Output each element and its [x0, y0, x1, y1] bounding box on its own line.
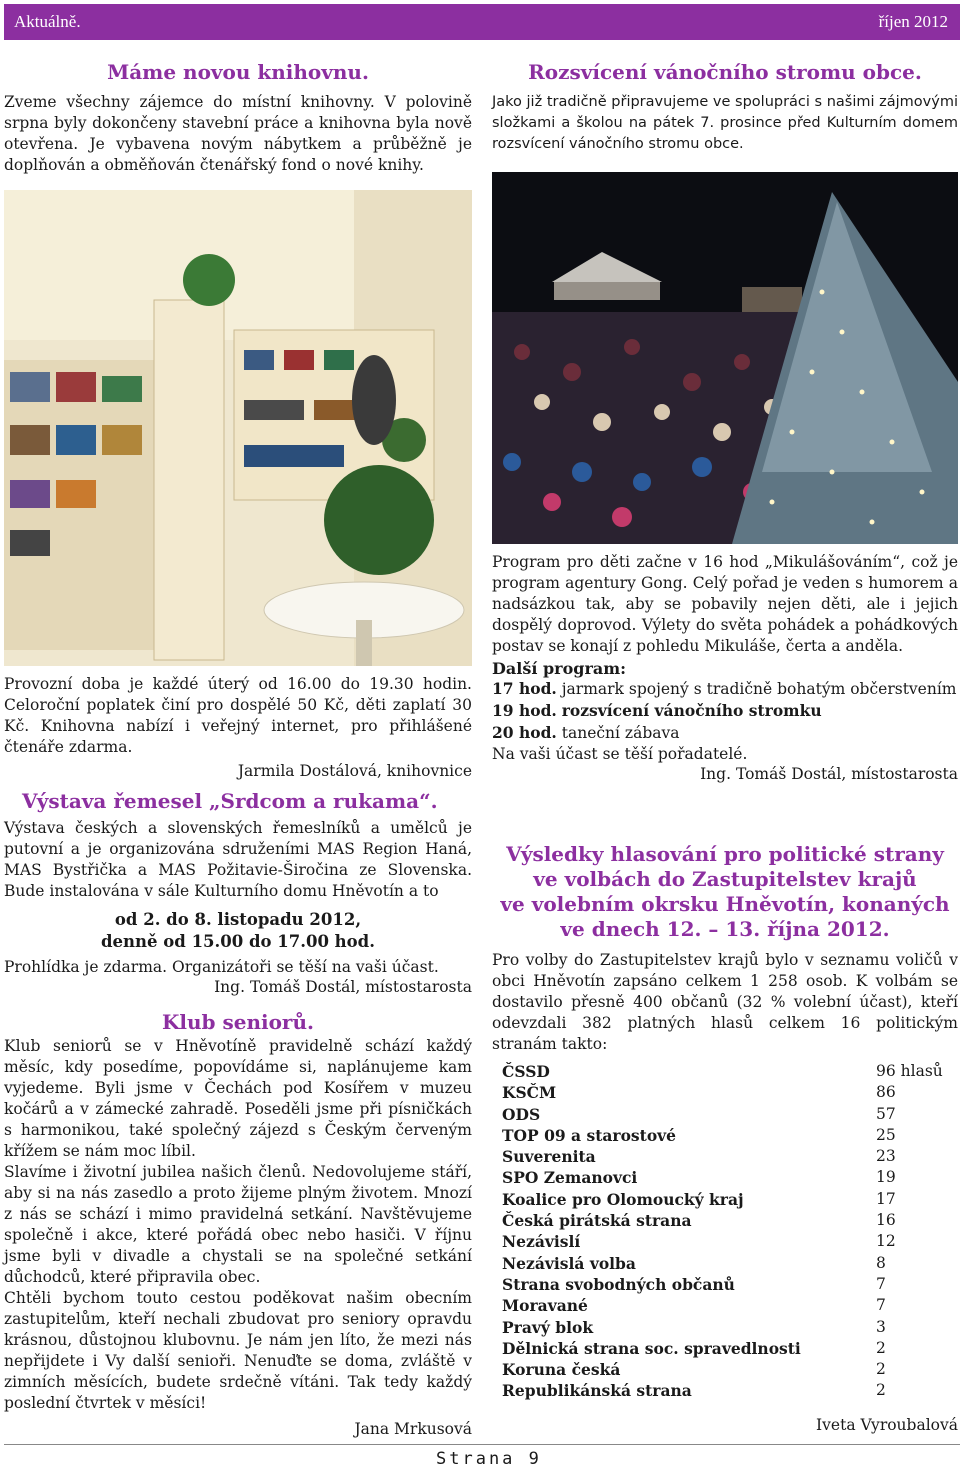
tree-title: Rozsvícení vánočního stromu obce.	[528, 60, 922, 84]
seniors-p3: Chtěli bychom touto cestou poděkovat našim obecním zastupitelům, kteří nechali zbudovat pro seniory opravdu krásnou, důstojnou klubovnu. Je nám jen líto, že mezi nás nepřijdete i Vy další senioři. Nenuďte se doma, zvláště v zimních měsících, budete srdečně vítáni. Tak tedy každý poslední čtvrtek v měsíci!	[4, 1289, 472, 1412]
library-intro: Zveme všechny zájemce do místní knihovny. V polovině srpna byly dokončeny stavební práce a knihovna byla nově otevřena. Je vybavena novým nábytkem a průběžně je doplňován a obměňován čtenářský fond o nové knihy.	[4, 93, 472, 174]
election-text: Pro volby do Zastupitelstev krajů bylo v seznamu voličů v obci Hněvotín zapsáno celkem 1 258 osob. K volbám se dostavilo přesně 400 občanů (32 % volební účast), kteří odevzdali 382 platných hlasů celkem 16 politickým stranám takto:	[492, 951, 958, 1053]
table-row: ČSSD 96 hlasů	[502, 1062, 943, 1081]
table-row: Suverenita 23	[502, 1147, 896, 1167]
exhibition-text: Výstava českých a slovenských řemeslníků a umělců je putovní a je organizována sdruženími MAS Region Haná, MAS Bystřička a MAS Požitavie-Širočina ze Slovenska. Bude instalována v sále Kulturního domu Hněvotín a to	[4, 819, 472, 900]
library-hours: Provozní doba je každé úterý od 16.00 do 19.30 hodin. Celoroční poplatek činí pro dospělé 50 Kč, děti zaplatí 30 Kč. Knihovna nabízí i veřejný internet, pro přihlášené čtenáře zdarma.	[4, 675, 472, 756]
election-title-3: ve volebním okrsku Hněvotín, konaných	[500, 892, 950, 916]
tree-intro: Jako již tradičně připravujeme ve spolupráci s našimi zájmovými složkami a školou na pátek 7. prosince před Kulturním domem rozsvícení vánočního stromu obce.	[492, 94, 958, 152]
table-row: Moravané 7	[502, 1296, 886, 1316]
table-row: Koalice pro Olomoucký kraj 17	[502, 1189, 896, 1209]
table-row: ODS 57	[502, 1104, 896, 1124]
seniors-p1: Klub seniorů se v Hněvotíně pravidelně schází každý měsíc, kdy posedíme, popovídáme si, naplánujeme kam vyjedeme. Byli jsme v Čechách pod Kosířem v muzeu kočárů a v zámecké zahradě. Poseděli jsme při písničkách s harmonikou, také společný zájezd s Českým červeným křížem se nám moc líbil.	[4, 1037, 472, 1160]
tree-closing: Na vaši účast se těší pořadatelé.	[492, 745, 748, 763]
page-header	[4, 4, 960, 40]
tree-item1-time: 17 hod.	[492, 679, 557, 698]
exhibition-title: Výstava řemesel „Srdcom a rukama“.	[22, 789, 438, 813]
library-hours-section	[4, 674, 472, 780]
election-signature: Iveta Vyroubalová	[816, 1416, 958, 1434]
results-table	[492, 1062, 958, 1407]
election-title-1: Výsledky hlasování pro politické strany	[506, 842, 944, 866]
seniors-article	[4, 1010, 472, 1438]
tree-item3-time: 20 hod.	[492, 723, 557, 742]
seniors-title: Klub seniorů.	[162, 1010, 314, 1034]
table-row: Nezávislá volba 8	[502, 1253, 886, 1273]
exhibition-signature: Ing. Tomáš Dostál, místostarosta	[214, 978, 472, 996]
tree-item1-text: jarmark spojený s tradičně bohatým občerstvením	[561, 680, 957, 698]
election-title-2: ve volbách do Zastupitelstev krajů	[533, 867, 917, 891]
tree-program: Program pro děti začne v 16 hod „Mikulášováním“, což je program agentury Gong. Celý pořad je veden s humorem a nadsázkou tak, aby se pobavily nejen děti, ale i jejich dospělý doprovod. Výlety do světa pohádek a pohádkových postav se konají z pohledu Mikuláše, čerta a anděla.	[492, 553, 958, 655]
tree-item3-text: taneční zábava	[561, 724, 680, 742]
tree-article	[492, 60, 958, 155]
library-title: Máme novou knihovnu.	[107, 60, 369, 84]
seniors-signature: Jana Mrkusová	[354, 1420, 472, 1438]
table-row: Česká pirátská strana 16	[502, 1211, 896, 1231]
footer-divider	[4, 1444, 960, 1445]
table-row: Koruna česká 2	[502, 1360, 886, 1380]
tree-more-label: Další program:	[492, 659, 627, 678]
seniors-p2: Slavíme i životní jubilea našich členů. Nedovolujeme stáří, aby si na nás zasedlo a proto žijeme plným životem. Mnozí z nás se schází i mimo pravidelná setkání. Navštěvujeme společně i akce, které pořádá obec nebo hasiči. V říjnu jsme byli v divadle a chystali se na společné setkání důchodců, které připravila obec.	[4, 1163, 472, 1286]
exhibition-dates-2: denně od 15.00 do 17.00 hod.	[101, 932, 375, 951]
tree-signature: Ing. Tomáš Dostál, místostarosta	[700, 765, 958, 783]
table-row: Dělnická strana soc. spravedlnosti 2	[502, 1338, 886, 1358]
header-section: Aktuálně.	[14, 12, 81, 31]
library-article	[4, 60, 472, 176]
library-photo	[4, 190, 472, 666]
tree-item2-time: 19 hod.	[492, 701, 557, 720]
tree-photo	[492, 172, 958, 544]
table-row: TOP 09 a starostové 25	[502, 1125, 896, 1145]
election-title-4: ve dnech 12. – 13. října 2012.	[560, 917, 890, 941]
table-row: Republikánská strana 2	[502, 1381, 886, 1401]
tree-item2-text: rozsvícení vánočního stromku	[561, 701, 822, 720]
page-number: Strana 9	[436, 1449, 542, 1469]
table-row: Nezávislí 12	[502, 1232, 896, 1252]
table-row: SPO Zemanovci 19	[502, 1168, 896, 1188]
exhibition-article	[4, 789, 472, 996]
election-article	[492, 842, 958, 1055]
library-signature: Jarmila Dostálová, knihovnice	[237, 762, 472, 780]
table-row: KSČM 86	[502, 1083, 896, 1103]
table-row: Pravý blok 3	[502, 1317, 886, 1337]
exhibition-closing: Prohlídka je zdarma. Organizátoři se těší na vaši účast.	[4, 958, 439, 976]
table-row: Strana svobodných občanů 7	[502, 1274, 886, 1294]
header-date: říjen 2012	[878, 12, 948, 31]
tree-program-section	[492, 552, 958, 783]
exhibition-dates-1: od 2. do 8. listopadu 2012,	[114, 910, 362, 929]
